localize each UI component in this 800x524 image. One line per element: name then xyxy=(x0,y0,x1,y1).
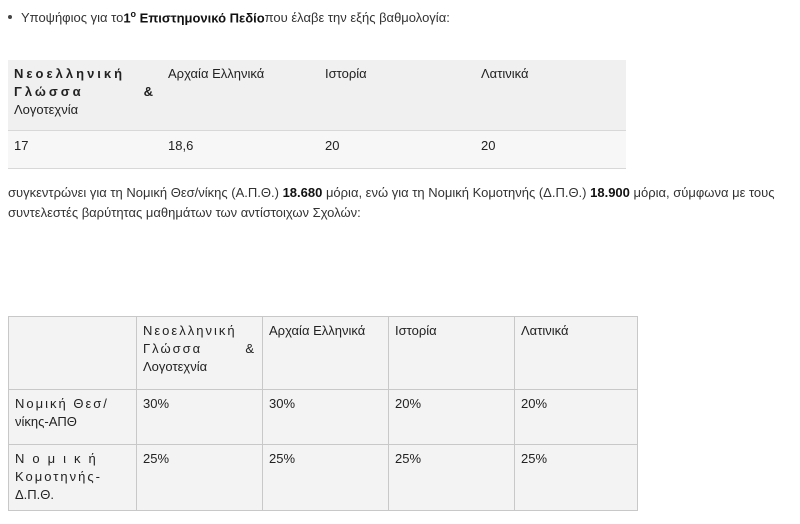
table-cell: 25% xyxy=(263,445,389,511)
score-apth: 18.680 xyxy=(282,185,323,200)
table-cell: 20% xyxy=(389,390,515,445)
bullet-icon xyxy=(8,15,12,19)
table-header-row xyxy=(8,60,626,131)
intro-before: Υποψήφιος για το xyxy=(21,9,124,25)
header-cell: Νεοελληνική Γλώσσα & Λογοτεχνία xyxy=(137,317,263,390)
header-cell: Λατινικά xyxy=(475,60,626,131)
header-cell: Αρχαία Ελληνικά xyxy=(263,317,389,390)
school-cell: Νομική Θεσ/ νίκης-ΑΠΘ xyxy=(9,390,137,445)
header-cell-empty xyxy=(9,317,137,390)
table-cell: 18,6 xyxy=(162,131,319,169)
field-label: $1^o$ Επιστημονικό Πεδίο xyxy=(123,9,265,26)
table-row xyxy=(8,131,626,169)
school-cell: Νομική Κομοτηνής- Δ.Π.Θ. xyxy=(9,445,137,511)
header-cell: Λατινικά xyxy=(515,317,638,390)
score-dpth: 18.900 xyxy=(590,185,630,200)
table-cell: 25% xyxy=(137,445,263,511)
grades-table xyxy=(8,60,626,169)
weights-table xyxy=(8,316,638,511)
header-cell: Ιστορία xyxy=(319,60,475,131)
table-cell: 25% xyxy=(515,445,638,511)
header-cell: Αρχαία Ελληνικά xyxy=(162,60,319,131)
table-cell: 25% xyxy=(389,445,515,511)
header-cell: Ιστορία xyxy=(389,317,515,390)
summary-paragraph: συγκεντρώνει για τη Νομική Θεσ/νίκης (Α.Π.Θ.) 18.680 μόρια, ενώ για τη Νομική Κομοτηνής (Δ.Π.Θ.) 18.900 μόρια, σύμφωνα με τους συντελεστές βαρύτητας μαθημάτων των αντίστοιχων Σχολών: xyxy=(8,185,775,220)
table-cell: 20 xyxy=(475,131,626,169)
table-row xyxy=(9,390,638,445)
table-row xyxy=(9,445,638,511)
table-cell: 20 xyxy=(319,131,475,169)
table-cell: 17 xyxy=(8,131,162,169)
header-cell: Νεοελληνική Γλώσσα & Λογοτεχνία xyxy=(8,60,162,131)
table-cell: 20% xyxy=(515,390,638,445)
table-cell: 30% xyxy=(137,390,263,445)
table-cell: 30% xyxy=(263,390,389,445)
intro-after: που έλαβε την εξής βαθμολογία: xyxy=(264,9,450,25)
table-header-row xyxy=(9,317,638,390)
intro-line xyxy=(8,9,450,25)
